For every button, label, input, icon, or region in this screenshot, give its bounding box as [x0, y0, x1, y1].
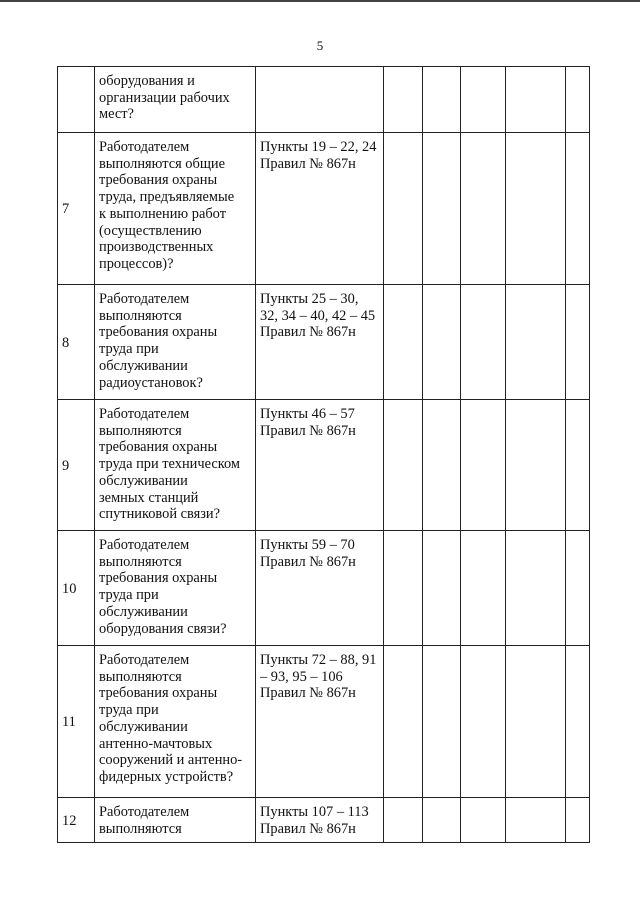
table-row: [58, 646, 590, 798]
reference-text: Пункты 59 – 70 Правил № 867н: [256, 531, 384, 646]
question-text: Работодателем выполняются требования охраны труда при техническом обслуживании земных станций спутниковой связи?: [95, 400, 256, 531]
reference-text: Пункты 25 – 30, 32, 34 – 40, 42 – 45 Правил № 867н: [256, 285, 384, 400]
answer-yes-cell: [384, 400, 423, 531]
answer-no-cell: [423, 400, 461, 531]
note-cell: [506, 531, 566, 646]
row-number: 12: [58, 798, 95, 843]
answer-no-cell: [423, 133, 461, 285]
answer-yes-cell: [384, 646, 423, 798]
answer-no-cell: [423, 67, 461, 133]
answer-na-cell: [461, 400, 506, 531]
extra-cell: [566, 133, 590, 285]
answer-yes-cell: [384, 798, 423, 843]
reference-text: Пункты 19 – 22, 24 Правил № 867н: [256, 133, 384, 285]
table-row: [58, 285, 590, 400]
answer-na-cell: [461, 646, 506, 798]
question-text: Работодателем выполняются требования охраны труда при обслуживании антенно-мачтовых сооружений и антенно- фидерных устройств?: [95, 646, 256, 798]
reference-text: Пункты 72 – 88, 91 – 93, 95 – 106 Правил № 867н: [256, 646, 384, 798]
note-cell: [506, 285, 566, 400]
answer-na-cell: [461, 798, 506, 843]
note-cell: [506, 400, 566, 531]
answer-no-cell: [423, 798, 461, 843]
answer-yes-cell: [384, 67, 423, 133]
answer-no-cell: [423, 531, 461, 646]
checklist-table: [57, 66, 590, 843]
answer-na-cell: [461, 285, 506, 400]
reference-text: [256, 67, 384, 133]
table-row: [58, 67, 590, 133]
note-cell: [506, 646, 566, 798]
table-row: [58, 531, 590, 646]
row-number: 7: [58, 133, 95, 285]
row-number: 9: [58, 400, 95, 531]
answer-na-cell: [461, 67, 506, 133]
row-number: 10: [58, 531, 95, 646]
reference-text: Пункты 46 – 57 Правил № 867н: [256, 400, 384, 531]
answer-yes-cell: [384, 133, 423, 285]
note-cell: [506, 67, 566, 133]
row-number: 8: [58, 285, 95, 400]
extra-cell: [566, 400, 590, 531]
extra-cell: [566, 531, 590, 646]
extra-cell: [566, 646, 590, 798]
answer-na-cell: [461, 531, 506, 646]
top-rule: [0, 0, 640, 2]
table-row: [58, 133, 590, 285]
extra-cell: [566, 285, 590, 400]
extra-cell: [566, 67, 590, 133]
answer-na-cell: [461, 133, 506, 285]
question-text: Работодателем выполняются требования охраны труда при обслуживании радиоустановок?: [95, 285, 256, 400]
row-number: [58, 67, 95, 133]
answer-no-cell: [423, 285, 461, 400]
note-cell: [506, 798, 566, 843]
question-text: Работодателем выполняются требования охраны труда при обслуживании оборудования связи?: [95, 531, 256, 646]
table-row: [58, 400, 590, 531]
row-number: 11: [58, 646, 95, 798]
table-row: [58, 798, 590, 843]
answer-yes-cell: [384, 531, 423, 646]
question-text: Работодателем выполняются общие требования охраны труда, предъявляемые к выполнению работ (осуществлению производственных процессов)?: [95, 133, 256, 285]
page-number: 5: [316, 38, 324, 53]
reference-text: Пункты 107 – 113 Правил № 867н: [256, 798, 384, 843]
question-text: Работодателем выполняются: [95, 798, 256, 843]
extra-cell: [566, 798, 590, 843]
answer-yes-cell: [384, 285, 423, 400]
question-text: оборудования и организации рабочих мест?: [95, 67, 256, 133]
answer-no-cell: [423, 646, 461, 798]
note-cell: [506, 133, 566, 285]
